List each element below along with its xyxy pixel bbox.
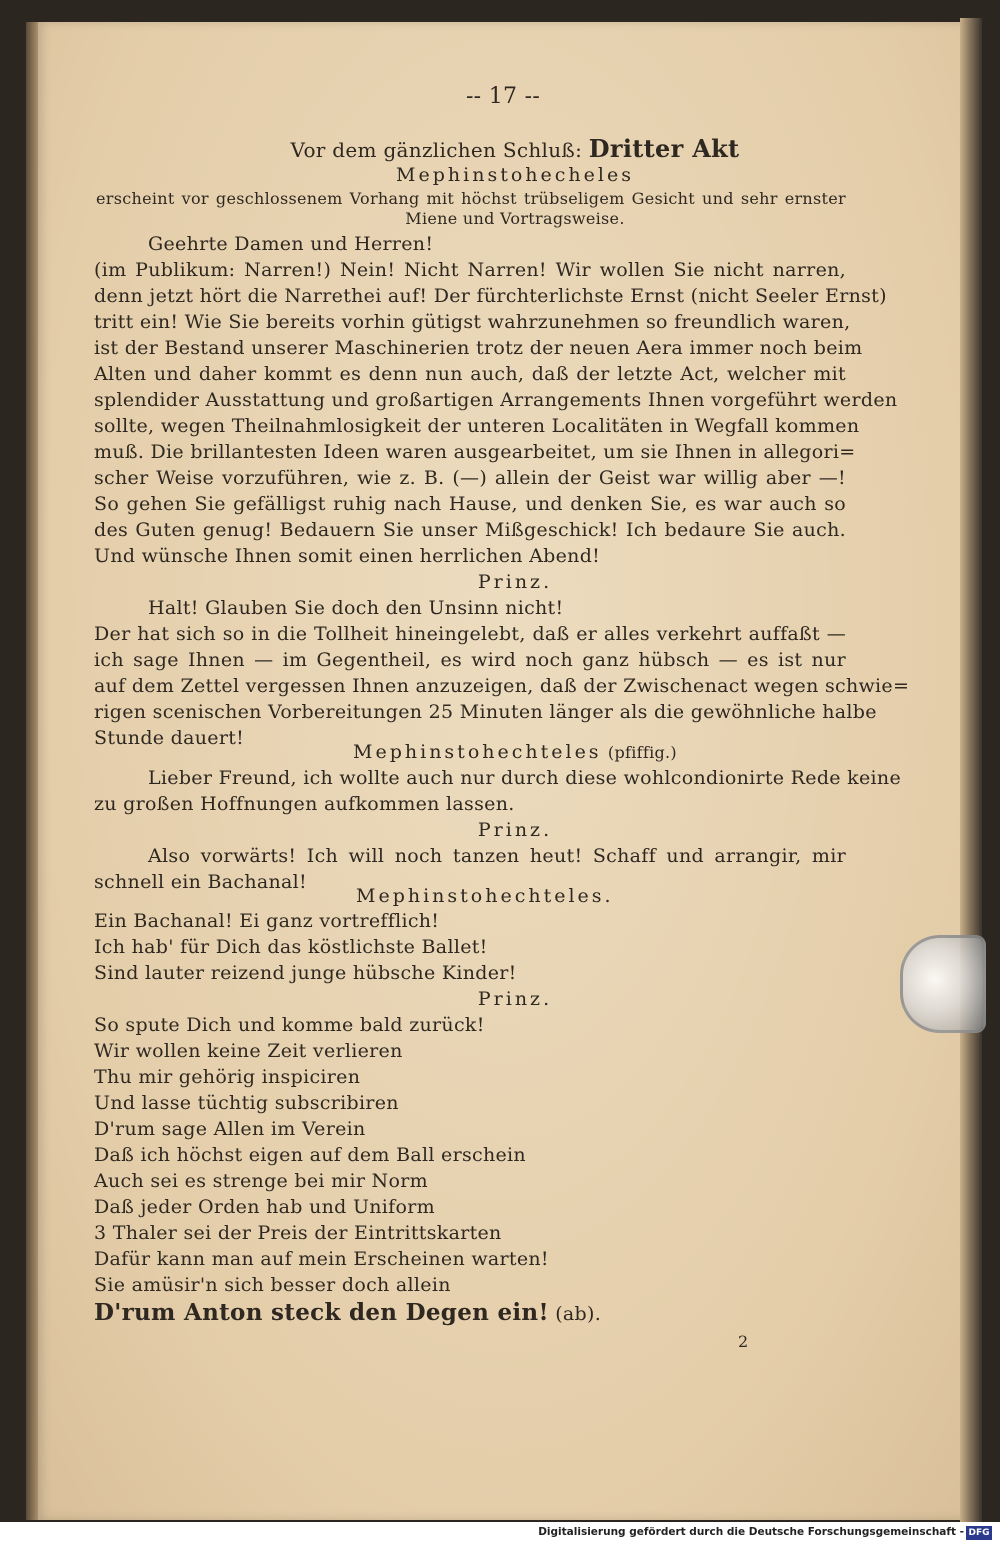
speech-line: auf dem Zettel vergessen Ihnen anzuzeigen, daß der Zwischenact wegen schwie= xyxy=(94,675,910,697)
speech-line: Und wünsche Ihnen somit einen herrlichen Abend! xyxy=(94,545,601,567)
verse-line: 3 Thaler sei der Preis der Eintrittskarten xyxy=(94,1222,502,1244)
speech-line: ich sage Ihnen — im Gegentheil, es wird noch ganz hübsch — es ist nur xyxy=(94,649,846,671)
dfg-logo-icon: DFG xyxy=(966,1526,992,1540)
speaker-heading xyxy=(90,741,940,763)
speaker-name: Mephinstohechteles. xyxy=(356,885,614,907)
closing-line-wrap xyxy=(94,1299,601,1326)
speaker-name: Prinz. xyxy=(477,571,553,593)
closing-note: (ab). xyxy=(555,1303,602,1325)
verse-line: Auch sei es strenge bei mir Norm xyxy=(94,1170,428,1192)
page-edge xyxy=(960,18,982,1523)
speech-line: des Guten genug! Bedauern Sie unser Mißgeschick! Ich bedaure Sie auch. xyxy=(94,519,846,541)
heading-prefix: Vor dem gänzlichen Schluß: xyxy=(290,138,583,162)
closing-line: D'rum Anton steck den Degen ein! xyxy=(94,1299,549,1326)
stage-direction: (pfiffig.) xyxy=(607,743,677,762)
verse-line: Dafür kann man auf mein Erscheinen warten! xyxy=(94,1248,549,1270)
verse-line: Sie amüsir'n sich besser doch allein xyxy=(94,1274,451,1296)
verse-line: Daß ich höchst eigen auf dem Ball erschein xyxy=(94,1144,526,1166)
speech-line: sollte, wegen Theilnahmlosigkeit der unteren Localitäten in Wegfall kommen xyxy=(94,415,860,437)
speech-line: Also vorwärts! Ich will noch tanzen heut! Schaff und arrangir, mir xyxy=(148,845,846,867)
speech-line: tritt ein! Wie Sie bereits vorhin gütigst wahrzunehmen so freundlich waren, xyxy=(94,311,851,333)
speech-line: Geehrte Damen und Herren! xyxy=(148,233,434,255)
speech-line: Stunde dauert! xyxy=(94,727,245,749)
verse-line: Wir wollen keine Zeit verlieren xyxy=(94,1040,403,1062)
speech-line: Halt! Glauben Sie doch den Unsinn nicht! xyxy=(148,597,564,619)
signature-mark: 2 xyxy=(738,1332,749,1351)
speaker-name: Prinz. xyxy=(477,988,553,1010)
speech-line: ist der Bestand unserer Maschinerien trotz der neuen Aera immer noch beim xyxy=(94,337,863,359)
speech-line: rigen scenischen Vorbereitungen 25 Minuten länger als die gewöhnliche halbe xyxy=(94,701,877,723)
speech-line: splendider Ausstattung und großartigen Arrangements Ihnen vorgeführt werden xyxy=(94,389,898,411)
speech-line: So gehen Sie gefälligst ruhig nach Hause, und denken Sie, es war auch so xyxy=(94,493,846,515)
verse-line: Daß jeder Orden hab und Uniform xyxy=(94,1196,435,1218)
verse-line: Ein Bachanal! Ei ganz vortrefflich! xyxy=(94,910,440,932)
speech-line: Lieber Freund, ich wollte auch nur durch diese wohlcondionirte Rede keine xyxy=(148,767,901,789)
speech-line: zu großen Hoffnungen aufkommen lassen. xyxy=(94,793,515,815)
verse-line: Thu mir gehörig inspiciren xyxy=(94,1066,361,1088)
heading-act: Dritter Akt xyxy=(588,134,740,163)
speech-line: Alten und daher kommt es denn nun auch, daß der letzte Act, welcher mit xyxy=(94,363,846,385)
page-number: -- 17 -- xyxy=(465,84,541,109)
speech-line: denn jetzt hört die Narrethei auf! Der fürchterlichste Ernst (nicht Seeler Ernst) xyxy=(94,285,887,307)
speech-line: (im Publikum: Narren!) Nein! Nicht Narren! Wir wollen Sie nicht narren, xyxy=(94,259,846,281)
verse-line: Ich hab' für Dich das köstlichste Ballet! xyxy=(94,936,488,958)
verse-line: Sind lauter reizend junge hübsche Kinder! xyxy=(94,962,517,984)
speaker-name: Prinz. xyxy=(477,819,553,841)
stage-direction: erscheint vor geschlossenem Vorhang mit höchst trübseligem Gesicht und sehr ernster xyxy=(96,189,846,208)
speech-line: schnell ein Bachanal! xyxy=(94,871,307,893)
footer-credit: Digitalisierung gefördert durch die Deutsche Forschungsgemeinschaft - xyxy=(538,1526,964,1538)
speaker-name: Mephinstohecheles xyxy=(396,164,634,186)
verse-line: D'rum sage Allen im Verein xyxy=(94,1118,366,1140)
speech-line: scher Weise vorzuführen, wie z. B. (—) allein der Geist war willig aber —! xyxy=(94,467,846,489)
verse-line: Und lasse tüchtig subscribiren xyxy=(94,1092,399,1114)
stage-direction: Miene und Vortragsweise. xyxy=(405,209,625,228)
verse-line: So spute Dich und komme bald zurück! xyxy=(94,1014,485,1036)
act-heading xyxy=(90,134,940,163)
speech-line: muß. Die brillantesten Ideen waren ausgearbeitet, um sie Ihnen in allegori= xyxy=(94,441,856,463)
speech-line: Der hat sich so in die Tollheit hineingelebt, daß er alles verkehrt auffaßt — xyxy=(94,623,846,645)
speaker-name: Mephinstohechteles xyxy=(353,741,602,763)
thumb-reflection xyxy=(900,935,986,1033)
